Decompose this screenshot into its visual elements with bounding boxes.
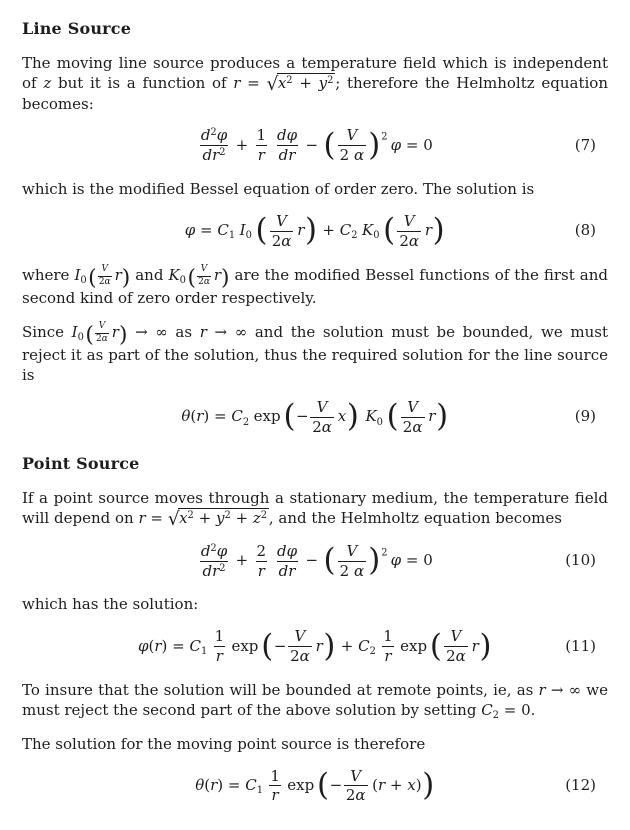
math-variable: x (277, 73, 287, 92)
math-variable: C (245, 775, 257, 794)
subscript: 2 (492, 709, 499, 721)
text-run: exp (400, 636, 428, 655)
fraction-denominator (338, 145, 367, 164)
equation (22, 127, 608, 164)
text-run: 2 (446, 647, 456, 666)
fraction (401, 399, 425, 436)
fraction-denominator (200, 145, 227, 164)
fraction-denominator (200, 561, 227, 580)
math-variable: r (138, 509, 146, 528)
text-run: 2 (290, 647, 300, 666)
fraction-numerator (212, 628, 226, 646)
equation-number: (9) (574, 407, 596, 426)
math-variable: d (200, 541, 211, 560)
equation-math (22, 543, 608, 580)
math-variable: φ (390, 551, 402, 570)
text-run: = 0. (498, 700, 536, 719)
fraction-numerator (292, 628, 307, 646)
fraction-denominator (98, 276, 112, 287)
subscript: 2 (242, 416, 250, 428)
equation-math (22, 399, 608, 436)
math-variable: V (316, 397, 328, 416)
math-variable: V (450, 627, 462, 646)
subscript: 1 (256, 785, 263, 797)
text-run: + (230, 551, 253, 570)
equation-number: (8) (574, 221, 596, 240)
fraction (212, 628, 226, 665)
math-variable: r (377, 775, 386, 794)
subscript: 1 (200, 645, 208, 657)
text-run: 1 (270, 766, 280, 785)
superscript: 2 (219, 562, 226, 574)
fraction-numerator (275, 543, 299, 561)
math-variable: r (210, 775, 218, 794)
text-run: 1 (214, 627, 225, 646)
math-variable: α (412, 417, 423, 436)
text-run: 2 (399, 231, 409, 250)
math-variable: r (215, 647, 223, 666)
math-variable: V (346, 541, 358, 560)
fraction-numerator (402, 213, 417, 231)
fraction-denominator (256, 145, 267, 164)
text-run: 2 (198, 276, 204, 287)
math-variable: dr (202, 146, 220, 165)
fraction-denominator (277, 561, 298, 580)
paragraph (22, 681, 608, 722)
paren-delimiter: ) (368, 126, 381, 163)
text-run: − (296, 407, 309, 426)
text-run: ( (148, 636, 155, 655)
text-run: ( (190, 407, 197, 426)
paren-delimiter: ) (305, 212, 317, 249)
fraction (275, 543, 299, 580)
text-run: which is the modified Bessel equation of order zero. The solution is (22, 179, 535, 198)
fraction-numerator (254, 543, 268, 561)
math-variable: dr (202, 561, 220, 580)
fraction-numerator (199, 543, 230, 561)
math-variable: I (71, 323, 78, 342)
fraction (310, 399, 334, 436)
fraction-denominator (270, 231, 294, 250)
math-variable: α (104, 276, 111, 287)
text-run: + (230, 509, 253, 528)
fraction-denominator (444, 646, 468, 665)
fraction-numerator (199, 127, 230, 145)
paren-delimiter: ) (118, 322, 128, 348)
paragraph (22, 322, 608, 386)
math-variable: r (384, 647, 392, 666)
text-run: ; therefore the Helmholtz equation becomes: (22, 73, 608, 113)
math-variable: dφ (277, 126, 298, 145)
text-run: − (300, 551, 323, 570)
text-run: + (230, 135, 253, 154)
math-variable: K (362, 221, 374, 240)
text-run: , and the Helmholtz equation becomes (268, 509, 562, 528)
text-run: + (317, 221, 340, 240)
paren-delimiter: ) (436, 398, 449, 435)
paren-delimiter: ( (283, 398, 296, 435)
subscript: 0 (245, 230, 252, 242)
math-variable: V (101, 264, 108, 275)
text-run: 2 (271, 231, 282, 250)
paren-delimiter: ) (221, 265, 230, 291)
fraction (254, 127, 268, 164)
equation (22, 543, 608, 580)
equation-number: (11) (565, 636, 596, 655)
text-run: 2 (402, 417, 413, 436)
equation-number: (7) (574, 135, 596, 154)
math-variable: I (74, 266, 81, 285)
math-variable: r (213, 266, 222, 285)
text-run: ( (204, 775, 211, 794)
fraction-numerator (254, 127, 268, 145)
text-run: → ∞ we must reject the second part of the above solution by setting (22, 680, 608, 719)
fraction (344, 768, 368, 805)
square-root (167, 509, 269, 531)
math-variable: φ (184, 221, 196, 240)
paren-delimiter: ( (386, 398, 399, 435)
text-run: The solution for the moving point source is therefore (22, 734, 426, 753)
equation (22, 399, 608, 436)
math-variable: y (215, 509, 225, 528)
fraction-numerator (315, 399, 330, 417)
equation-number: (12) (565, 775, 596, 794)
fraction-numerator (381, 628, 395, 646)
paragraph (22, 735, 608, 755)
text-run: are the modified Bessel functions of the first and second kind of zero order respectively. (22, 266, 608, 308)
math-variable: C (358, 636, 370, 655)
paren-delimiter: ( (255, 212, 268, 249)
math-variable: x (407, 775, 416, 794)
text-run: ) = (161, 636, 190, 655)
subscript: 2 (351, 230, 358, 242)
paren-delimiter: ) (346, 398, 359, 435)
math-variable: dr (278, 561, 296, 580)
section-heading: Point Source (22, 454, 140, 474)
text-run: + (335, 636, 359, 655)
fraction (95, 322, 109, 344)
paragraph (22, 180, 608, 200)
superscript: 2 (381, 547, 388, 559)
math-variable: r (233, 73, 241, 92)
math-variable: C (339, 221, 352, 240)
fraction (381, 628, 395, 665)
paren-delimiter: ( (261, 627, 274, 664)
text-run: exp (253, 407, 281, 426)
math-variable: α (321, 417, 332, 436)
math-variable: r (538, 680, 546, 699)
fraction-denominator (382, 646, 393, 665)
text-run: exp (231, 636, 259, 655)
math-variable: θ (195, 775, 205, 794)
fraction (444, 628, 468, 665)
math-variable: α (408, 231, 420, 250)
text-run: = (240, 73, 267, 92)
math-variable: V (98, 321, 106, 332)
text-run: → ∞ and the solution must be bounded, we must reject it as part of the solution, thus the required solution for the line source is (22, 323, 609, 384)
math-variable: r (199, 323, 207, 342)
fraction-denominator (344, 785, 368, 804)
paragraph (22, 489, 608, 529)
text-run: 2 (339, 561, 354, 580)
section-heading: Line Source (22, 19, 132, 38)
text-run: = 0 (401, 135, 433, 154)
math-variable: r (196, 407, 204, 426)
text-run: + (385, 775, 408, 794)
text-run: − (329, 775, 343, 794)
text-run: The moving line source produces a temperature field which is independent of (22, 54, 608, 92)
fraction (197, 265, 211, 287)
fraction-numerator (348, 768, 363, 786)
fraction (397, 213, 421, 250)
math-variable: V (350, 766, 362, 785)
fraction-denominator (338, 561, 367, 580)
superscript: 2 (210, 127, 217, 139)
text-run: exp (287, 775, 315, 794)
math-variable: K (168, 266, 180, 285)
text-run: − (300, 135, 323, 154)
paren-delimiter: ( (323, 126, 336, 163)
math-variable: x (337, 407, 347, 426)
text-run: − (273, 636, 287, 655)
fraction-numerator (274, 213, 289, 231)
math-variable: V (346, 126, 358, 145)
math-variable: α (455, 647, 466, 666)
fraction-denominator (214, 646, 225, 665)
text-run: ) = (217, 775, 246, 794)
fraction-numerator (100, 265, 109, 275)
math-variable: V (407, 397, 419, 416)
superscript: 2 (210, 542, 217, 554)
equation-math (22, 127, 608, 164)
text-run: where (22, 266, 75, 285)
superscript: 2 (219, 147, 226, 159)
superscript: 2 (327, 74, 334, 86)
equation-math (22, 213, 608, 250)
text-run: If a point source moves through a stationary medium, the temperature field will depend on (22, 489, 608, 528)
subscript: 0 (373, 230, 380, 242)
paren-delimiter: ) (422, 766, 435, 803)
subscript: 1 (228, 230, 236, 242)
equation (22, 213, 608, 250)
math-variable: z (252, 509, 261, 528)
math-variable: C (189, 636, 201, 655)
text-run: 1 (256, 126, 267, 145)
math-variable: dφ (277, 541, 298, 560)
math-variable: r (114, 266, 122, 285)
fraction-denominator (256, 561, 267, 580)
text-run: To insure that the solution will be bounded at remote points, ie, as (22, 680, 539, 699)
text-run: = 0 (401, 551, 433, 570)
math-variable: z (43, 73, 52, 92)
fraction (338, 127, 367, 164)
math-variable: α (203, 276, 210, 287)
superscript: 2 (187, 510, 194, 522)
text-run: = (195, 221, 218, 240)
math-variable: r (154, 636, 162, 655)
math-variable: C (231, 407, 243, 426)
fraction-numerator (448, 628, 463, 646)
radicand (178, 508, 269, 527)
math-variable: C (481, 700, 493, 719)
superscript: 2 (286, 74, 293, 86)
text-run: + (292, 73, 319, 92)
math-variable: r (257, 561, 265, 580)
equation-number: (10) (565, 551, 596, 570)
text-run: = (145, 509, 168, 528)
math-variable: V (403, 211, 415, 230)
math-variable: α (101, 333, 108, 344)
math-variable: φ (137, 636, 149, 655)
fraction-denominator (269, 785, 280, 804)
fraction-numerator (405, 399, 420, 417)
radical-sign: √ (266, 73, 279, 95)
text-run: 2 (98, 276, 105, 287)
document-content (22, 18, 608, 804)
math-variable: r (111, 323, 119, 342)
math-variable: r (271, 786, 279, 805)
radicand (277, 73, 335, 92)
paren-delimiter: ( (88, 265, 97, 291)
paren-delimiter: ) (479, 627, 492, 664)
paren-delimiter: ( (429, 627, 442, 664)
math-variable: α (353, 561, 365, 580)
text-run: which has the solution: (22, 595, 199, 614)
square-root (266, 73, 335, 95)
paren-delimiter: ( (383, 212, 396, 249)
fraction (254, 543, 268, 580)
text-run: → ∞ as (127, 323, 200, 342)
subscript: 2 (369, 645, 376, 657)
math-variable: r (428, 407, 436, 426)
fraction-denominator (288, 646, 312, 665)
equation (22, 768, 608, 805)
math-variable: α (281, 231, 292, 250)
fraction-numerator (275, 127, 299, 145)
text-run: Since (22, 323, 72, 342)
paren-delimiter: ( (317, 766, 330, 803)
math-variable: C (217, 221, 229, 240)
superscript: 2 (224, 510, 231, 522)
fraction-denominator (197, 276, 211, 287)
math-variable: α (355, 786, 366, 805)
text-run: 2 (256, 541, 267, 560)
text-run: 2 (345, 786, 356, 805)
fraction (288, 628, 312, 665)
paragraph (22, 595, 608, 615)
math-variable: α (353, 146, 365, 165)
subscript: 0 (179, 275, 186, 287)
superscript: 2 (260, 510, 268, 522)
math-variable: V (294, 627, 306, 646)
fraction-numerator (344, 127, 359, 145)
fraction-denominator (401, 417, 425, 436)
math-variable: r (471, 636, 479, 655)
math-variable: φ (390, 135, 402, 154)
math-variable: φ (216, 541, 228, 560)
equation-math (22, 628, 608, 665)
text-run: + (193, 509, 216, 528)
fraction (199, 543, 230, 580)
fraction (268, 768, 282, 805)
math-variable: d (200, 126, 211, 145)
text-run: 2 (339, 146, 354, 165)
equation-math (22, 768, 608, 805)
text-run: 2 (96, 333, 102, 344)
paren-delimiter: ) (368, 542, 381, 579)
paragraph (22, 54, 608, 114)
subscript: 0 (376, 416, 383, 428)
text-run: ( (372, 775, 378, 794)
math-variable: V (276, 211, 287, 230)
text-run: 2 (312, 417, 322, 436)
fraction (98, 265, 112, 287)
paren-delimiter: ) (323, 627, 336, 664)
math-variable: r (297, 221, 305, 240)
text-run: and (130, 266, 169, 285)
math-variable: r (424, 221, 433, 240)
math-variable: r (257, 146, 265, 165)
math-variable: φ (216, 126, 228, 145)
fraction (338, 543, 367, 580)
fraction-denominator (95, 333, 109, 344)
fraction-numerator (97, 322, 106, 332)
fraction-denominator (277, 145, 298, 164)
subscript: 0 (77, 332, 84, 344)
fraction-numerator (200, 265, 209, 275)
math-variable: r (315, 636, 323, 655)
text-run: 1 (383, 627, 393, 646)
paren-delimiter: ) (432, 212, 445, 249)
text-run: ) = (203, 407, 232, 426)
text-run: ) (415, 775, 422, 794)
fraction-numerator (268, 768, 282, 786)
paren-delimiter: ( (85, 322, 94, 348)
paren-delimiter: ( (323, 542, 336, 579)
math-variable: K (365, 407, 377, 426)
text-run: but it is a function of (51, 73, 234, 92)
fraction (275, 127, 299, 164)
math-variable: α (299, 647, 310, 666)
superscript: 2 (381, 131, 388, 143)
math-variable: y (318, 73, 328, 92)
equation (22, 628, 608, 665)
fraction (199, 127, 230, 164)
math-variable: dr (278, 146, 296, 165)
math-variable: I (239, 221, 246, 240)
subscript: 0 (80, 275, 87, 287)
math-variable: V (200, 264, 208, 275)
math-variable: θ (181, 407, 191, 426)
paragraph (22, 265, 608, 309)
paren-delimiter: ) (121, 265, 131, 291)
fraction-denominator (310, 417, 334, 436)
fraction-numerator (344, 543, 359, 561)
math-variable: x (179, 509, 188, 528)
paren-delimiter: ( (187, 265, 196, 291)
fraction (270, 213, 294, 250)
radical-sign: √ (167, 509, 180, 531)
fraction-denominator (397, 231, 421, 250)
